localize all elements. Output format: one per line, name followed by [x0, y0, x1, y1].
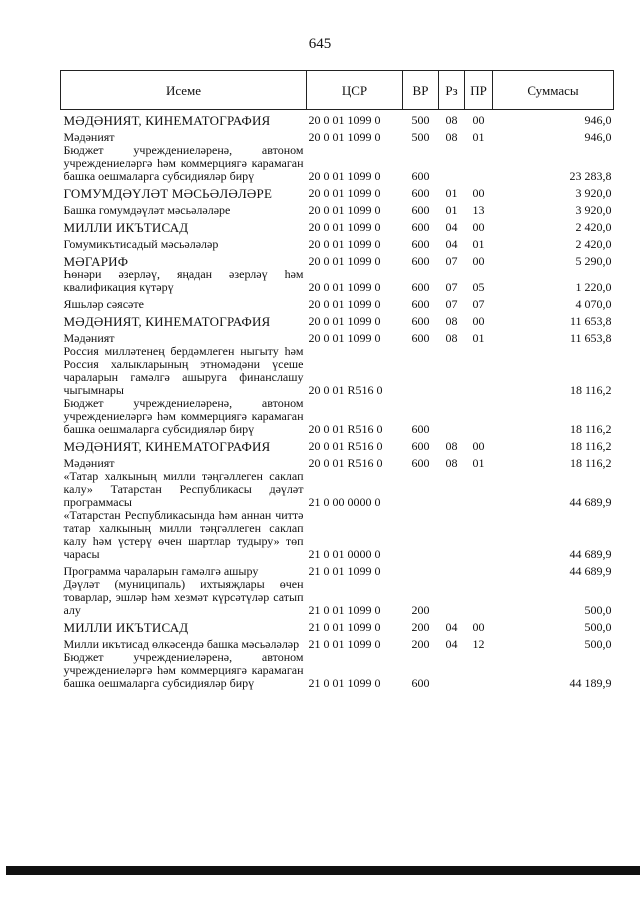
- cell-rz: 04: [445, 220, 458, 234]
- cell-name: Яшьләр сәясәте: [63, 297, 144, 311]
- cell-pr: [465, 509, 493, 561]
- cell-vr: 600: [411, 254, 430, 268]
- table-row: [61, 578, 614, 617]
- table-row: [61, 217, 614, 234]
- cell-name: Милли икътисад өлкәсендә башка мәсьәләләр: [63, 637, 300, 651]
- cell-sum: 18 116,2: [569, 456, 612, 470]
- cell-pr: 01: [472, 130, 485, 144]
- cell-pr: 00: [472, 186, 485, 200]
- cell-vr: [403, 470, 439, 509]
- cell-rz: [439, 470, 465, 509]
- cell-name: Дәүләт (муниципаль) ихтыяҗлары өчен товарлар, эшләр һәм хезмәт күрсәтүләр сатып алу: [63, 577, 304, 617]
- cell-csr: 20 0 01 1099 0: [308, 297, 381, 311]
- cell-vr: 600: [411, 314, 430, 328]
- cell-pr: 13: [472, 203, 485, 217]
- cell-csr: 20 0 01 1099 0: [308, 220, 381, 234]
- cell-vr: 500: [411, 130, 430, 144]
- cell-sum: 44 689,9: [569, 547, 612, 561]
- header-csr: ЦСР: [307, 71, 403, 110]
- cell-vr: [403, 345, 439, 397]
- cell-rz: 07: [445, 297, 458, 311]
- cell-csr: 20 0 01 R516 0: [308, 439, 383, 453]
- cell-sum: 44 189,9: [569, 676, 612, 690]
- cell-csr: 20 0 01 1099 0: [308, 113, 381, 127]
- cell-csr: 20 0 01 1099 0: [308, 280, 381, 294]
- cell-name: Мәдәният: [63, 130, 115, 144]
- cell-vr: [403, 509, 439, 561]
- cell-sum: 23 283,8: [569, 169, 612, 183]
- cell-sum: 946,0: [584, 113, 612, 127]
- table-row: [61, 183, 614, 200]
- cell-pr: [465, 561, 493, 578]
- table-row: [61, 397, 614, 436]
- cell-sum: 11 653,8: [569, 331, 612, 345]
- cell-sum: 1 220,0: [575, 280, 612, 294]
- cell-rz: 08: [445, 113, 458, 127]
- cell-csr: 20 0 01 R516 0: [308, 456, 383, 470]
- cell-name: МӘДӘНИЯТ, КИНЕМАТОГРАФИЯ: [63, 439, 271, 454]
- cell-csr: 20 0 01 1099 0: [308, 237, 381, 251]
- cell-sum: 2 420,0: [575, 220, 612, 234]
- cell-pr: 00: [472, 220, 485, 234]
- cell-csr: 20 0 01 1099 0: [308, 331, 381, 345]
- cell-name: «Татар халкының милли тәңгәллеген саклап калу» Татарстан Республикасы дәүләт программасы: [63, 469, 304, 509]
- cell-vr: 600: [411, 456, 430, 470]
- cell-sum: 44 689,9: [569, 564, 612, 578]
- cell-vr: 600: [411, 331, 430, 345]
- cell-rz: 07: [445, 254, 458, 268]
- cell-vr: 600: [411, 203, 430, 217]
- cell-csr: 20 0 01 1099 0: [308, 130, 381, 144]
- table-row: [61, 436, 614, 453]
- table-row: [61, 110, 614, 128]
- cell-name: МӘДӘНИЯТ, КИНЕМАТОГРАФИЯ: [63, 314, 271, 329]
- cell-csr: 20 0 01 1099 0: [308, 186, 381, 200]
- cell-vr: 200: [411, 637, 430, 651]
- cell-name: Мәдәният: [63, 331, 115, 345]
- cell-vr: 600: [411, 280, 430, 294]
- table-row: [61, 470, 614, 509]
- cell-csr: 21 0 01 1099 0: [308, 603, 381, 617]
- cell-sum: 44 689,9: [569, 495, 612, 509]
- table-row: [61, 561, 614, 578]
- table-row: [61, 328, 614, 345]
- cell-vr: 500: [411, 113, 430, 127]
- table-row: [61, 634, 614, 651]
- cell-sum: 500,0: [584, 620, 612, 634]
- cell-vr: 200: [411, 603, 430, 617]
- cell-sum: 11 653,8: [569, 314, 612, 328]
- cell-vr: 600: [411, 297, 430, 311]
- cell-csr: 21 0 01 0000 0: [308, 547, 381, 561]
- cell-vr: 600: [411, 676, 430, 690]
- cell-rz: [439, 578, 465, 617]
- cell-name: МИЛЛИ ИКЪТИСАД: [63, 220, 189, 235]
- cell-name: Мәдәният: [63, 456, 115, 470]
- table-row: [61, 144, 614, 183]
- table-row: [61, 345, 614, 397]
- cell-rz: 08: [445, 439, 458, 453]
- cell-sum: 5 290,0: [575, 254, 612, 268]
- cell-name: «Татарстан Республикасында һәм аннан читтә татар халкының милли тәңгәллеген саклап калу һәм үстерү өчен шартлар тудыру» төп чарасы: [63, 508, 304, 561]
- cell-pr: 00: [472, 314, 485, 328]
- cell-pr: 01: [472, 456, 485, 470]
- header-vr: ВР: [403, 71, 439, 110]
- cell-csr: 21 0 00 0000 0: [308, 495, 381, 509]
- table-row: [61, 311, 614, 328]
- cell-rz: 04: [445, 620, 458, 634]
- cell-vr: 600: [411, 186, 430, 200]
- cell-name: Һөнәри әзерләү, яңадан әзерләү һәм квалификация күтәрү: [63, 267, 304, 294]
- table-row: [61, 251, 614, 268]
- table-row: [61, 617, 614, 634]
- cell-csr: 20 0 01 1099 0: [308, 254, 381, 268]
- cell-pr: 01: [472, 237, 485, 251]
- cell-sum: 18 116,2: [569, 422, 612, 436]
- cell-pr: [465, 651, 493, 690]
- cell-csr: 20 0 01 R516 0: [308, 383, 383, 397]
- cell-pr: 00: [472, 113, 485, 127]
- header-rz: Рз: [439, 71, 465, 110]
- cell-rz: [439, 561, 465, 578]
- cell-pr: [465, 345, 493, 397]
- cell-sum: 18 116,2: [569, 383, 612, 397]
- cell-vr: 200: [411, 620, 430, 634]
- cell-csr: 21 0 01 1099 0: [308, 637, 381, 651]
- cell-vr: 600: [411, 169, 430, 183]
- cell-rz: 07: [445, 280, 458, 294]
- cell-rz: 01: [445, 186, 458, 200]
- cell-rz: 08: [445, 456, 458, 470]
- table-header-row: [61, 71, 614, 110]
- cell-pr: 00: [472, 439, 485, 453]
- table-row: [61, 651, 614, 690]
- cell-pr: 00: [472, 254, 485, 268]
- cell-sum: 3 920,0: [575, 203, 612, 217]
- cell-pr: [465, 144, 493, 183]
- table-row: [61, 294, 614, 311]
- cell-vr: [403, 561, 439, 578]
- cell-name: МӘГАРИФ: [63, 254, 129, 269]
- cell-name: Гомумикътисадый мәсьәләләр: [63, 237, 219, 251]
- cell-pr: 01: [472, 331, 485, 345]
- cell-csr: 20 0 01 1099 0: [308, 169, 381, 183]
- cell-vr: 600: [411, 439, 430, 453]
- cell-csr: 20 0 01 1099 0: [308, 203, 381, 217]
- cell-name: ГОМУМДӘҮЛӘТ МӘСЬӘЛӘЛӘРЕ: [63, 186, 273, 201]
- header-pr: ПР: [465, 71, 493, 110]
- cell-csr: 21 0 01 1099 0: [308, 564, 381, 578]
- budget-table: [60, 70, 614, 690]
- cell-pr: [465, 470, 493, 509]
- cell-rz: 04: [445, 637, 458, 651]
- cell-sum: 18 116,2: [569, 439, 612, 453]
- cell-name: Россия милләтенең бердәмлеген ныгыту һәм Россия халыкларының этномәдәни үсеше чараларын гамәлгә ашыруга финанслашу чыгымнары: [63, 344, 304, 397]
- scan-edge-bar: [6, 866, 640, 875]
- cell-rz: 08: [445, 130, 458, 144]
- page-number: 645: [308, 36, 332, 52]
- cell-name: Бюджет учреждениеләренә, автоном учреждениеләргә һәм коммерциягә карамаган башка оешмаларга субсидияләр бирү: [63, 650, 304, 690]
- cell-name: МИЛЛИ ИКЪТИСАД: [63, 620, 189, 635]
- table-row: [61, 453, 614, 470]
- cell-csr: 20 0 01 R516 0: [308, 422, 383, 436]
- cell-rz: [439, 651, 465, 690]
- cell-rz: [439, 144, 465, 183]
- cell-pr: 07: [472, 297, 485, 311]
- table-row: [61, 268, 614, 294]
- cell-sum: 500,0: [584, 603, 612, 617]
- cell-rz: 01: [445, 203, 458, 217]
- cell-rz: 04: [445, 237, 458, 251]
- cell-vr: 600: [411, 237, 430, 251]
- cell-rz: 08: [445, 314, 458, 328]
- cell-sum: 3 920,0: [575, 186, 612, 200]
- header-sum: Суммасы: [493, 71, 614, 110]
- cell-vr: 600: [411, 220, 430, 234]
- cell-sum: 946,0: [584, 130, 612, 144]
- cell-name: Бюджет учреждениеләренә, автоном учреждениеләргә һәм коммерциягә карамаган башка оешмаларга субсидияләр бирү: [63, 143, 304, 183]
- cell-sum: 500,0: [584, 637, 612, 651]
- cell-rz: 08: [445, 331, 458, 345]
- cell-name: Бюджет учреждениеләренә, автоном учреждениеләргә һәм коммерциягә карамаган башка оешмаларга субсидияләр бирү: [63, 396, 304, 436]
- cell-csr: 21 0 01 1099 0: [308, 620, 381, 634]
- header-name: Исеме: [61, 71, 307, 110]
- cell-rz: [439, 397, 465, 436]
- cell-name: МӘДӘНИЯТ, КИНЕМАТОГРАФИЯ: [63, 113, 271, 128]
- cell-name: Башка гомумдәүләт мәсьәләләре: [63, 203, 231, 217]
- cell-rz: [439, 509, 465, 561]
- cell-sum: 2 420,0: [575, 237, 612, 251]
- cell-sum: 4 070,0: [575, 297, 612, 311]
- cell-pr: [465, 397, 493, 436]
- cell-pr: 00: [472, 620, 485, 634]
- table-row: [61, 509, 614, 561]
- table-row: [61, 127, 614, 144]
- cell-rz: [439, 345, 465, 397]
- cell-csr: 20 0 01 1099 0: [308, 314, 381, 328]
- cell-name: Программа чараларын гамәлгә ашыру: [63, 564, 259, 578]
- table-row: [61, 200, 614, 217]
- cell-vr: 600: [411, 422, 430, 436]
- cell-pr: 05: [472, 280, 485, 294]
- cell-pr: 12: [472, 637, 485, 651]
- cell-pr: [465, 578, 493, 617]
- table-row: [61, 234, 614, 251]
- cell-csr: 21 0 01 1099 0: [308, 676, 381, 690]
